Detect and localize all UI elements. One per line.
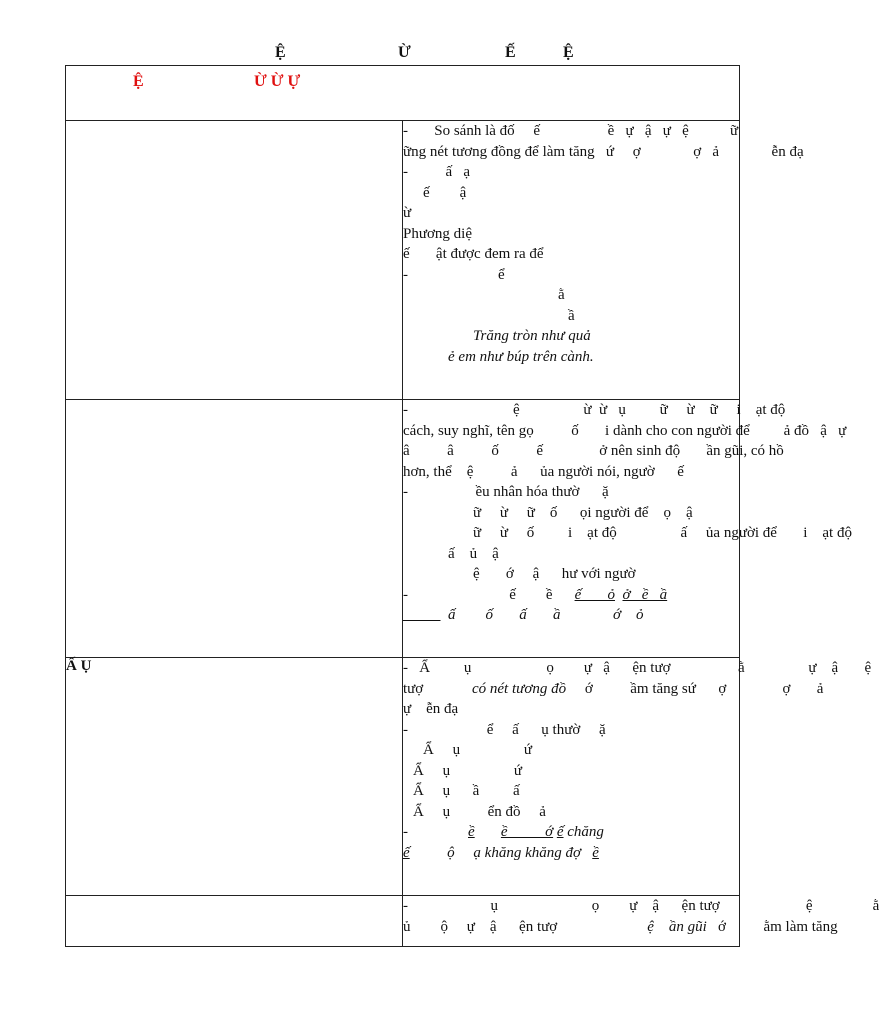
text-line: - ụ ọ ự ậ ện tượ ệ ằ [403,898,879,914]
table-row [66,896,740,947]
italic-fragment: ệ ần gũi [647,918,707,935]
underlined-fragment: ề ớ [500,824,554,840]
table-row [66,121,740,400]
line-text: ớ ầm tăng sứ ợ ợ ả [584,680,824,697]
text-line: ầ [568,307,575,324]
line-text: - [403,824,408,840]
text-line: ấ ủ ậ [448,545,499,562]
underlined-fragment: ế [556,824,564,840]
text-line: ự ễn đạ [403,701,459,717]
blank-line [403,607,441,623]
text-line: ế ật được đem ra để [403,246,544,262]
text-line: Trăng tròn như quả [473,328,591,344]
line-text: - ế ề [403,586,553,603]
table-header-cell [66,66,740,121]
text-line: - ều nhân hóa thườ ặ [403,484,609,500]
text-line: Ẩ ụ ển đồ ả [413,803,546,820]
text-line: ững nét tương đồng để làm tăng ứ ợ ợ ả ễn đạ [403,143,804,160]
row-content [403,896,879,947]
row-content [403,658,872,896]
underlined-fragment: ề [468,824,475,840]
text-line: ữ ừ ữ ố ọi người để ọ ậ [473,504,693,521]
row-label [66,896,403,947]
text-line: - ể [403,266,505,283]
row-label [66,658,403,896]
italic-fragment: có nét tương đồ [471,680,567,697]
text-line: ẻ em như búp trên cành. [448,348,594,365]
text-line: Ẩ ụ ứ [423,742,532,758]
italic-fragment: chăng [567,824,604,840]
italic-fragment: ớ ỏ [613,607,644,623]
comparison-table [65,65,879,947]
line-text: ủ ộ ự ậ ện tượ [403,918,558,935]
table-row [66,400,740,658]
text-line: - ệ ừ ừ ụ ữ ừ ữ i ạt độ [403,402,786,418]
title-char-4: Ệ [563,44,574,61]
title-char-2: Ừ [398,44,411,61]
text-line: ừ [403,205,412,221]
italic-fragment: ộ ạ khăng khăng đợ [447,844,581,861]
text-line [403,605,739,626]
title-char-3: Ế [505,44,516,61]
text-line: - Ẩ ụ ọ ự ậ ện tượ ằ ự ậ ệ [403,660,872,676]
text-line: Phương diệ [403,225,472,242]
text-line: - ấ ạ [403,164,471,180]
table-row [66,658,740,896]
text-line [403,917,838,938]
row-content [403,400,852,658]
text-line: ệ ớ ậ hư với ngườ [473,566,636,582]
underlined-fragment: ế [403,844,410,861]
underlined-fragment: ề [592,844,599,861]
text-line [403,843,739,864]
row-content [403,121,804,400]
text-line [403,822,739,843]
underlined-fragment: ở ề ầ [622,586,668,603]
row-label [66,121,403,400]
page-title [0,44,768,64]
text-line [403,585,739,606]
table-header-row [66,66,740,121]
text-line: cách, suy nghĩ, tên gọ ố i dành cho con người để ả đồ ậ ự [403,422,847,439]
text-line: â â ố ế ở nên sinh độ ần gũi, có hồ [403,443,784,459]
line-text: ớ ằm làm tăng [718,918,838,935]
text-line: ữ ừ ố i ạt độ ấ ủa người để i ạt độ [473,525,852,541]
row-label [66,400,403,658]
text-line: - ể ấ ụ thườ ặ [403,721,606,738]
row-label-text: Ấ Ụ [66,658,92,674]
text-line: Ẩ ụ ầ ấ [413,783,520,799]
header-right-label: Ừ Ừ Ự [254,73,301,90]
text-line: hơn, thể ệ ả ủa người nói, ngườ ế [403,463,684,480]
text-line: ế ậ [423,184,467,201]
line-text: ấ ố ấ ầ [448,607,561,623]
text-line: Ẩ ụ ứ [413,762,522,779]
text-line [403,679,824,700]
underlined-fragment: ế ỏ [574,586,615,603]
text-line: - So sánh là đố ế ề ự ậ ự ệ ữ [403,123,739,139]
title-char-1: Ệ [275,44,286,61]
header-left-label: Ệ [133,73,144,90]
line-text: tượ [403,680,424,697]
text-line: ằ [558,287,565,303]
